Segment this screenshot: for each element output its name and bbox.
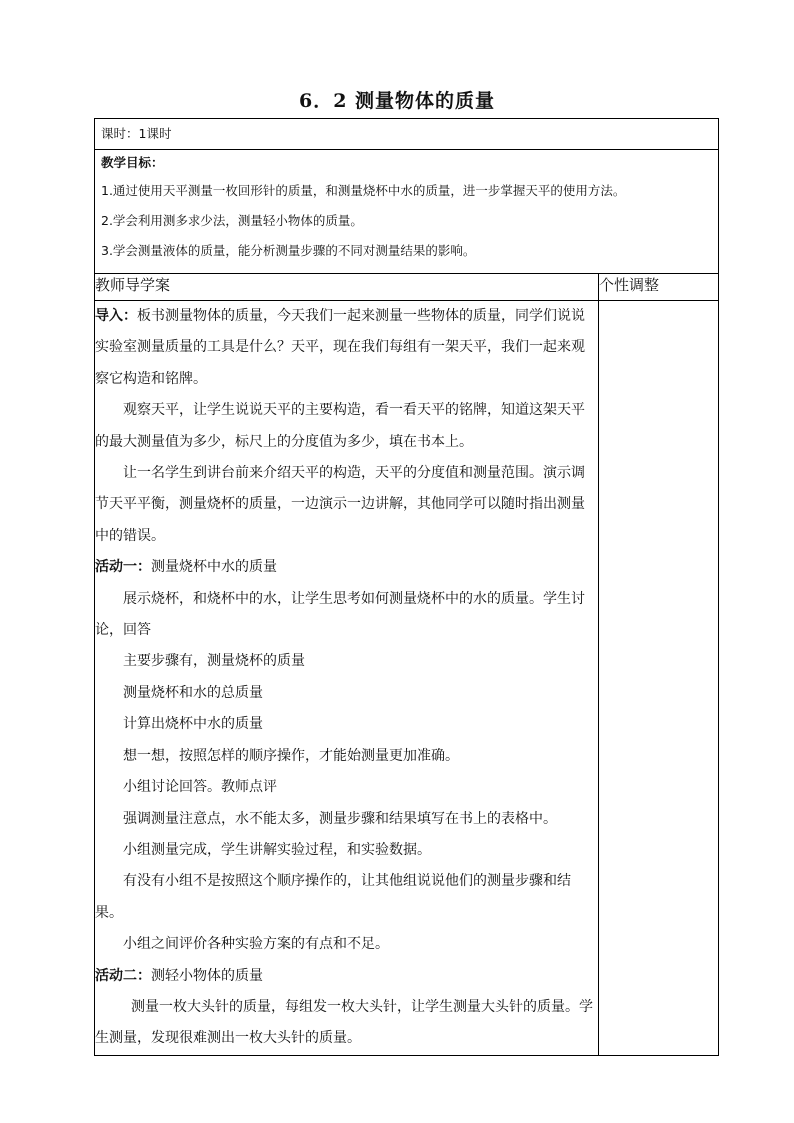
goal-item: 2.学会利用测多求少法，测量轻小物体的质量。: [101, 213, 363, 228]
intro-text: 实验室测量质量的工具是什么？天平，现在我们每组有一架天平，我们一起来观: [95, 339, 585, 356]
activity1-text: 小组之间评价各种实验方案的有点和不足。: [123, 936, 389, 953]
activity1-text: 计算出烧杯中水的质量: [123, 716, 263, 733]
intro-label: 导入：: [95, 308, 137, 324]
lesson-plan-table: [94, 118, 719, 1056]
activity2-text: 生测量，发现很难测出一枚大头针的质量。: [95, 1030, 361, 1047]
page-title: 6．2 测量物体的质量: [298, 90, 496, 112]
activity1-label: 活动一：: [95, 559, 151, 576]
activity1-text: 强调测量注意点，水不能太多，测量步骤和结果填写在书上的表格中。: [123, 810, 557, 827]
activity2-title: 测轻小物体的质量: [151, 967, 263, 984]
activity1-text: 有没有小组不是按照这个顺序操作的，让其他组说说他们的测量步骤和结果。: [95, 873, 571, 921]
goals-heading: 教学目标：: [101, 155, 164, 170]
activity2-label: 活动二：: [95, 967, 151, 984]
demo-text: 让一名学生到讲台前来介绍天平的构造，天平的分度值和测量范围。演示调: [123, 465, 585, 482]
activity1-text: 论，回答: [95, 622, 151, 639]
activity1-title: 测量烧杯中水的质量: [151, 559, 277, 576]
activity2-text: 测量一枚大头针的质量，每组发一枚大头针，让学生测量大头针的质量。学: [131, 998, 593, 1015]
activity1-text: 想一想，按照怎样的顺序操作，才能始测量更加准确。: [123, 747, 459, 764]
teacher-guide-content: [95, 301, 599, 1056]
activity1-text: 主要步骤有，测量烧杯的质量: [123, 653, 305, 670]
personal-adjust-content: [599, 301, 719, 1056]
activity1-text: 测量烧杯和水的总质量: [123, 684, 263, 701]
intro-text: 板书测量物体的质量，今天我们一起来测量一些物体的质量，同学们说说: [137, 308, 585, 324]
intro-text: 察它构造和铭牌。: [95, 370, 207, 387]
column-header-personal-adjust: 个性调整: [599, 274, 719, 301]
class-period: 课时：1课时: [101, 126, 172, 141]
activity1-text: 小组测量完成，学生讲解实验过程，和实验数据。: [123, 841, 431, 858]
observe-text: 观察天平，让学生说说天平的主要构造，看一看天平的铭牌，知道这架天平: [123, 402, 585, 419]
goal-item: 1.通过使用天平测量一枚回形针的质量，和测量烧杯中水的质量，进一步掌握天平的使用方法。: [101, 183, 626, 198]
observe-text: 的最大测量值为多少，标尺上的分度值为多少，填在书本上。: [95, 433, 473, 450]
activity1-text: 展示烧杯，和烧杯中的水，让学生思考如何测量烧杯中的水的质量。学生讨: [123, 590, 585, 607]
column-header-teacher-guide: 教师导学案: [95, 274, 599, 301]
activity1-text: 小组讨论回答。教师点评: [123, 779, 277, 796]
goal-item: 3.学会测量液体的质量，能分析测量步骤的不同对测量结果的影响。: [101, 243, 476, 258]
teaching-goals-cell: [95, 150, 719, 274]
period-cell: [95, 119, 719, 150]
demo-text: 节天平平衡，测量烧杯的质量，一边演示一边讲解，其他同学可以随时指出测量: [95, 496, 585, 513]
demo-text: 中的错误。: [95, 527, 165, 544]
